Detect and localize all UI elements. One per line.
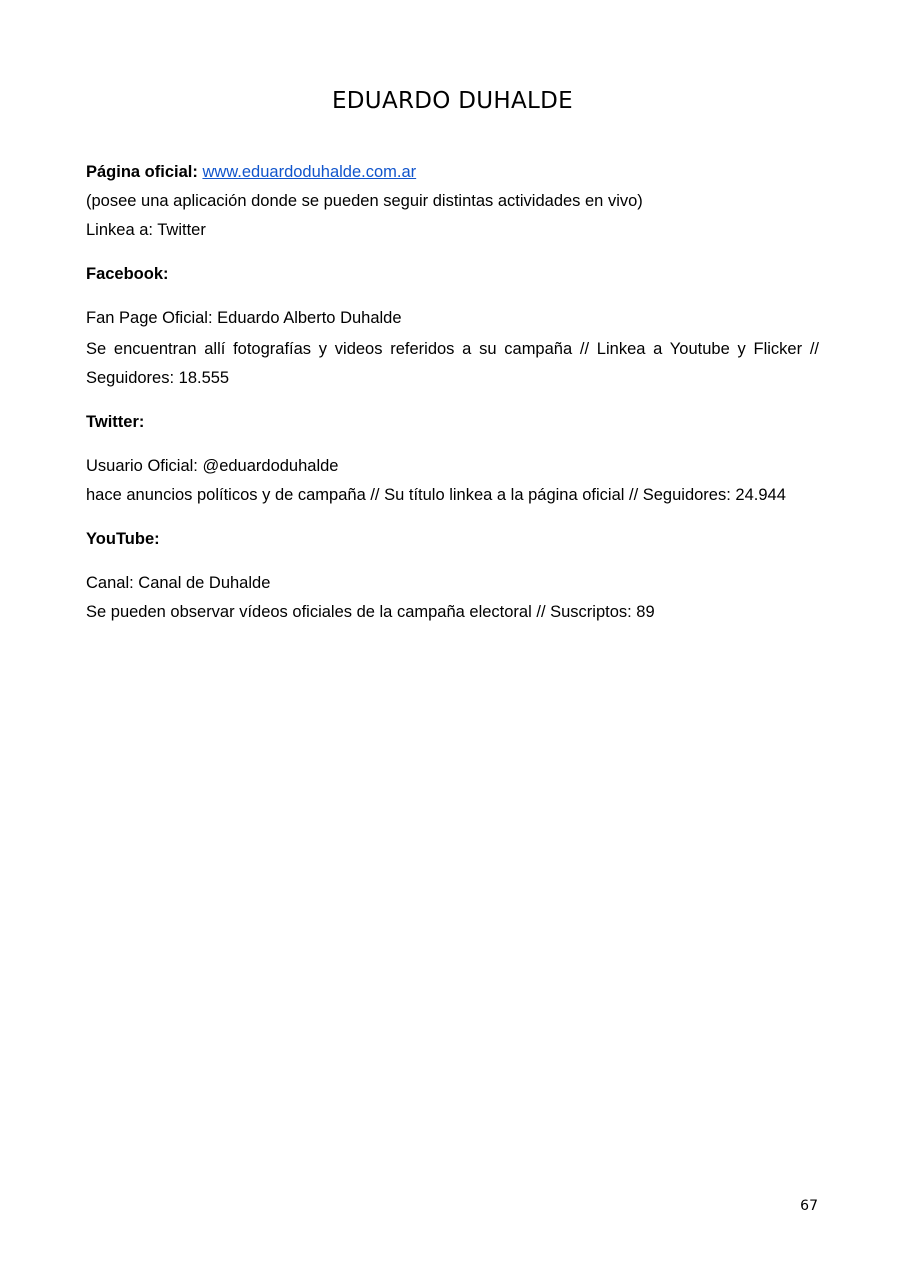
official-page-note: (posee una aplicación donde se pueden seguir distintas actividades en vivo) — [86, 192, 643, 210]
spacer — [86, 510, 819, 525]
page-title: EDUARDO DUHALDE — [331, 88, 574, 114]
twitter-description: hace anuncios políticos y de campaña // Su título linkea a la página oficial // Seguidores: 24.944 — [86, 486, 786, 504]
facebook-fan-page: Fan Page Oficial: Eduardo Alberto Duhalde — [86, 309, 402, 327]
facebook-description-line1: Se encuentran allí fotografías y videos referidos a su campaña // Linkea a Youtube y Flicker // — [86, 340, 819, 358]
twitter-heading: Twitter: — [86, 413, 145, 431]
page-number: 67 — [800, 1198, 818, 1214]
youtube-description: Se pueden observar vídeos oficiales de la campaña electoral // Suscriptos: 89 — [86, 603, 655, 621]
twitter-user: Usuario Oficial: @eduardoduhalde — [86, 457, 339, 475]
official-page-label: Página oficial: — [86, 163, 198, 181]
spacer — [86, 289, 819, 304]
spacer — [86, 554, 819, 569]
facebook-heading: Facebook: — [86, 265, 169, 283]
official-page-line — [86, 158, 819, 187]
document-body — [86, 158, 819, 627]
spacer — [86, 245, 819, 260]
youtube-heading: YouTube: — [86, 530, 160, 548]
spacer — [86, 437, 819, 452]
facebook-description-line2: Seguidores: 18.555 — [86, 369, 230, 387]
youtube-channel: Canal: Canal de Duhalde — [86, 574, 271, 592]
spacer — [86, 393, 819, 408]
official-page-links: Linkea a: Twitter — [86, 221, 206, 239]
official-page-link[interactable]: www.eduardoduhalde.com.ar — [202, 163, 417, 181]
